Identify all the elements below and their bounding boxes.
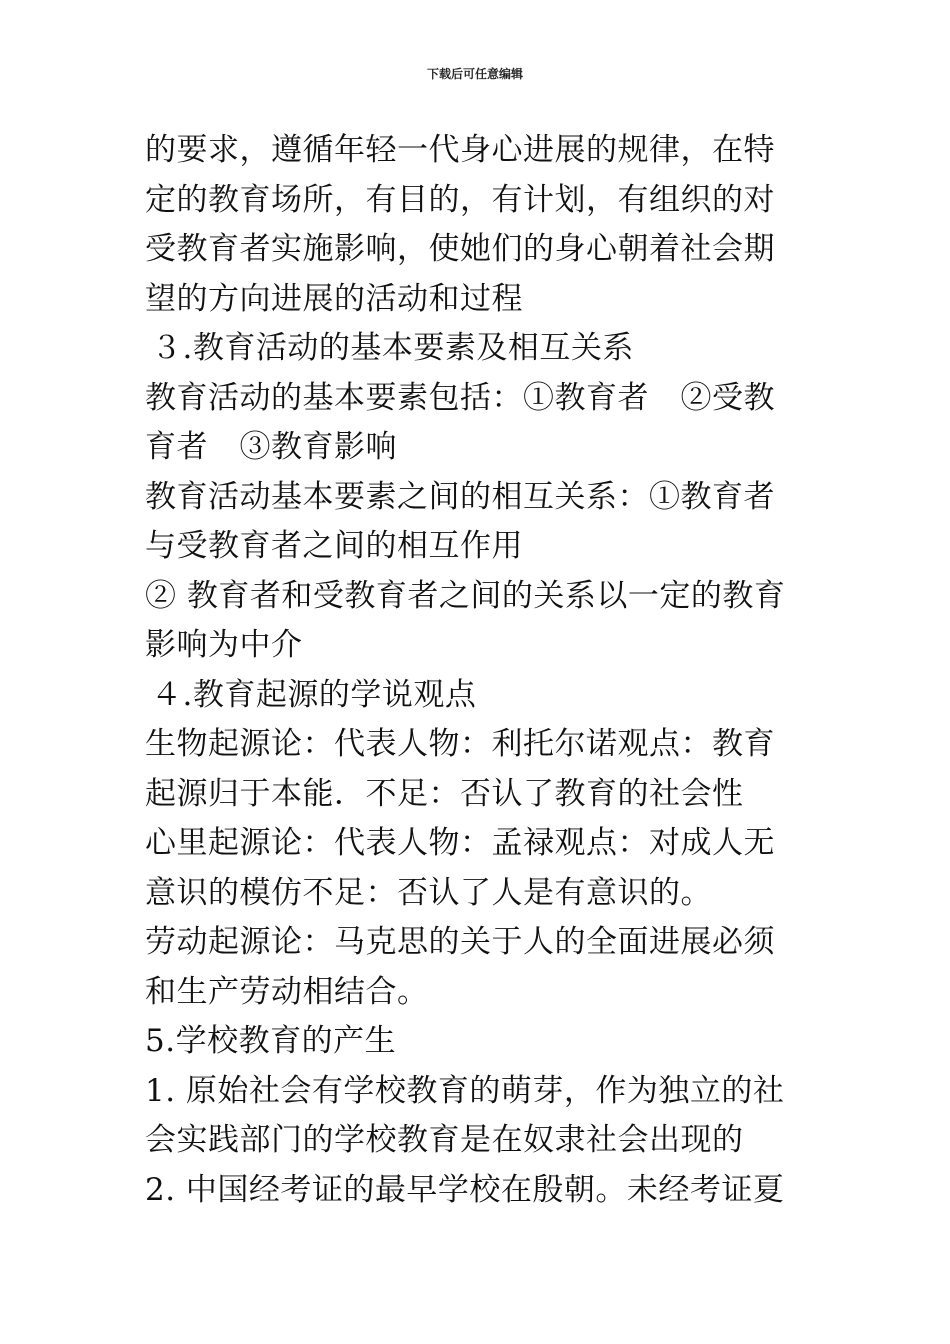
text-line: 劳动起源论：马克思的关于人的全面进展必须 [145, 924, 775, 960]
text-line: 会实践部门的学校教育是在奴隶社会出现的 [145, 1122, 744, 1158]
text-line: 望的方向进展的活动和过程 [145, 280, 523, 317]
text-line: 和生产劳动相结合。 [145, 973, 429, 1010]
text-line: 影响为中介 [145, 627, 303, 663]
text-line: 教育活动基本要素之间的相互关系：①教育者 [145, 478, 775, 515]
text-line: 教育活动的基本要素包括：①教育者 ②受教 [145, 379, 775, 416]
text-line: 与受教育者之间的相互作用 [145, 528, 523, 564]
section-heading-3: ３.教育活动的基本要素及相互关系 [151, 330, 634, 366]
text-line: 的要求，遵循年轻一代身心进展的规律，在特 [145, 132, 775, 168]
section-heading-4: ４.教育起源的学说观点 [151, 676, 477, 713]
text-line: 受教育者实施影响，使她们的身心朝着社会期 [145, 231, 775, 267]
section-heading-5: 5.学校教育的产生 [145, 1023, 397, 1059]
numbered-line-1: 1. 原始社会有学校教育的萌芽，作为独立的社 [145, 1072, 785, 1109]
text-line: 定的教育场所，有目的，有计划，有组织的对 [145, 181, 775, 218]
text-line: ② 教育者和受教育者之间的关系以一定的教育 [145, 577, 786, 614]
text-line: 心里起源论：代表人物：孟禄观点：对成人无 [145, 825, 775, 861]
text-line: 起源归于本能．不足：否认了教育的社会性 [145, 775, 744, 812]
text-line: 意识的模仿不足：否认了人是有意识的。 [145, 874, 712, 911]
text-line: 生物起源论：代表人物：利托尔诺观点：教育 [145, 726, 775, 762]
document-body [145, 126, 795, 1215]
page-header: 下载后可任意编辑 [426, 67, 523, 81]
numbered-line-2: 2. 中国经考证的最早学校在殷朝。未经考证夏 [145, 1171, 785, 1208]
text-line: 育者 ③教育影响 [145, 429, 397, 465]
